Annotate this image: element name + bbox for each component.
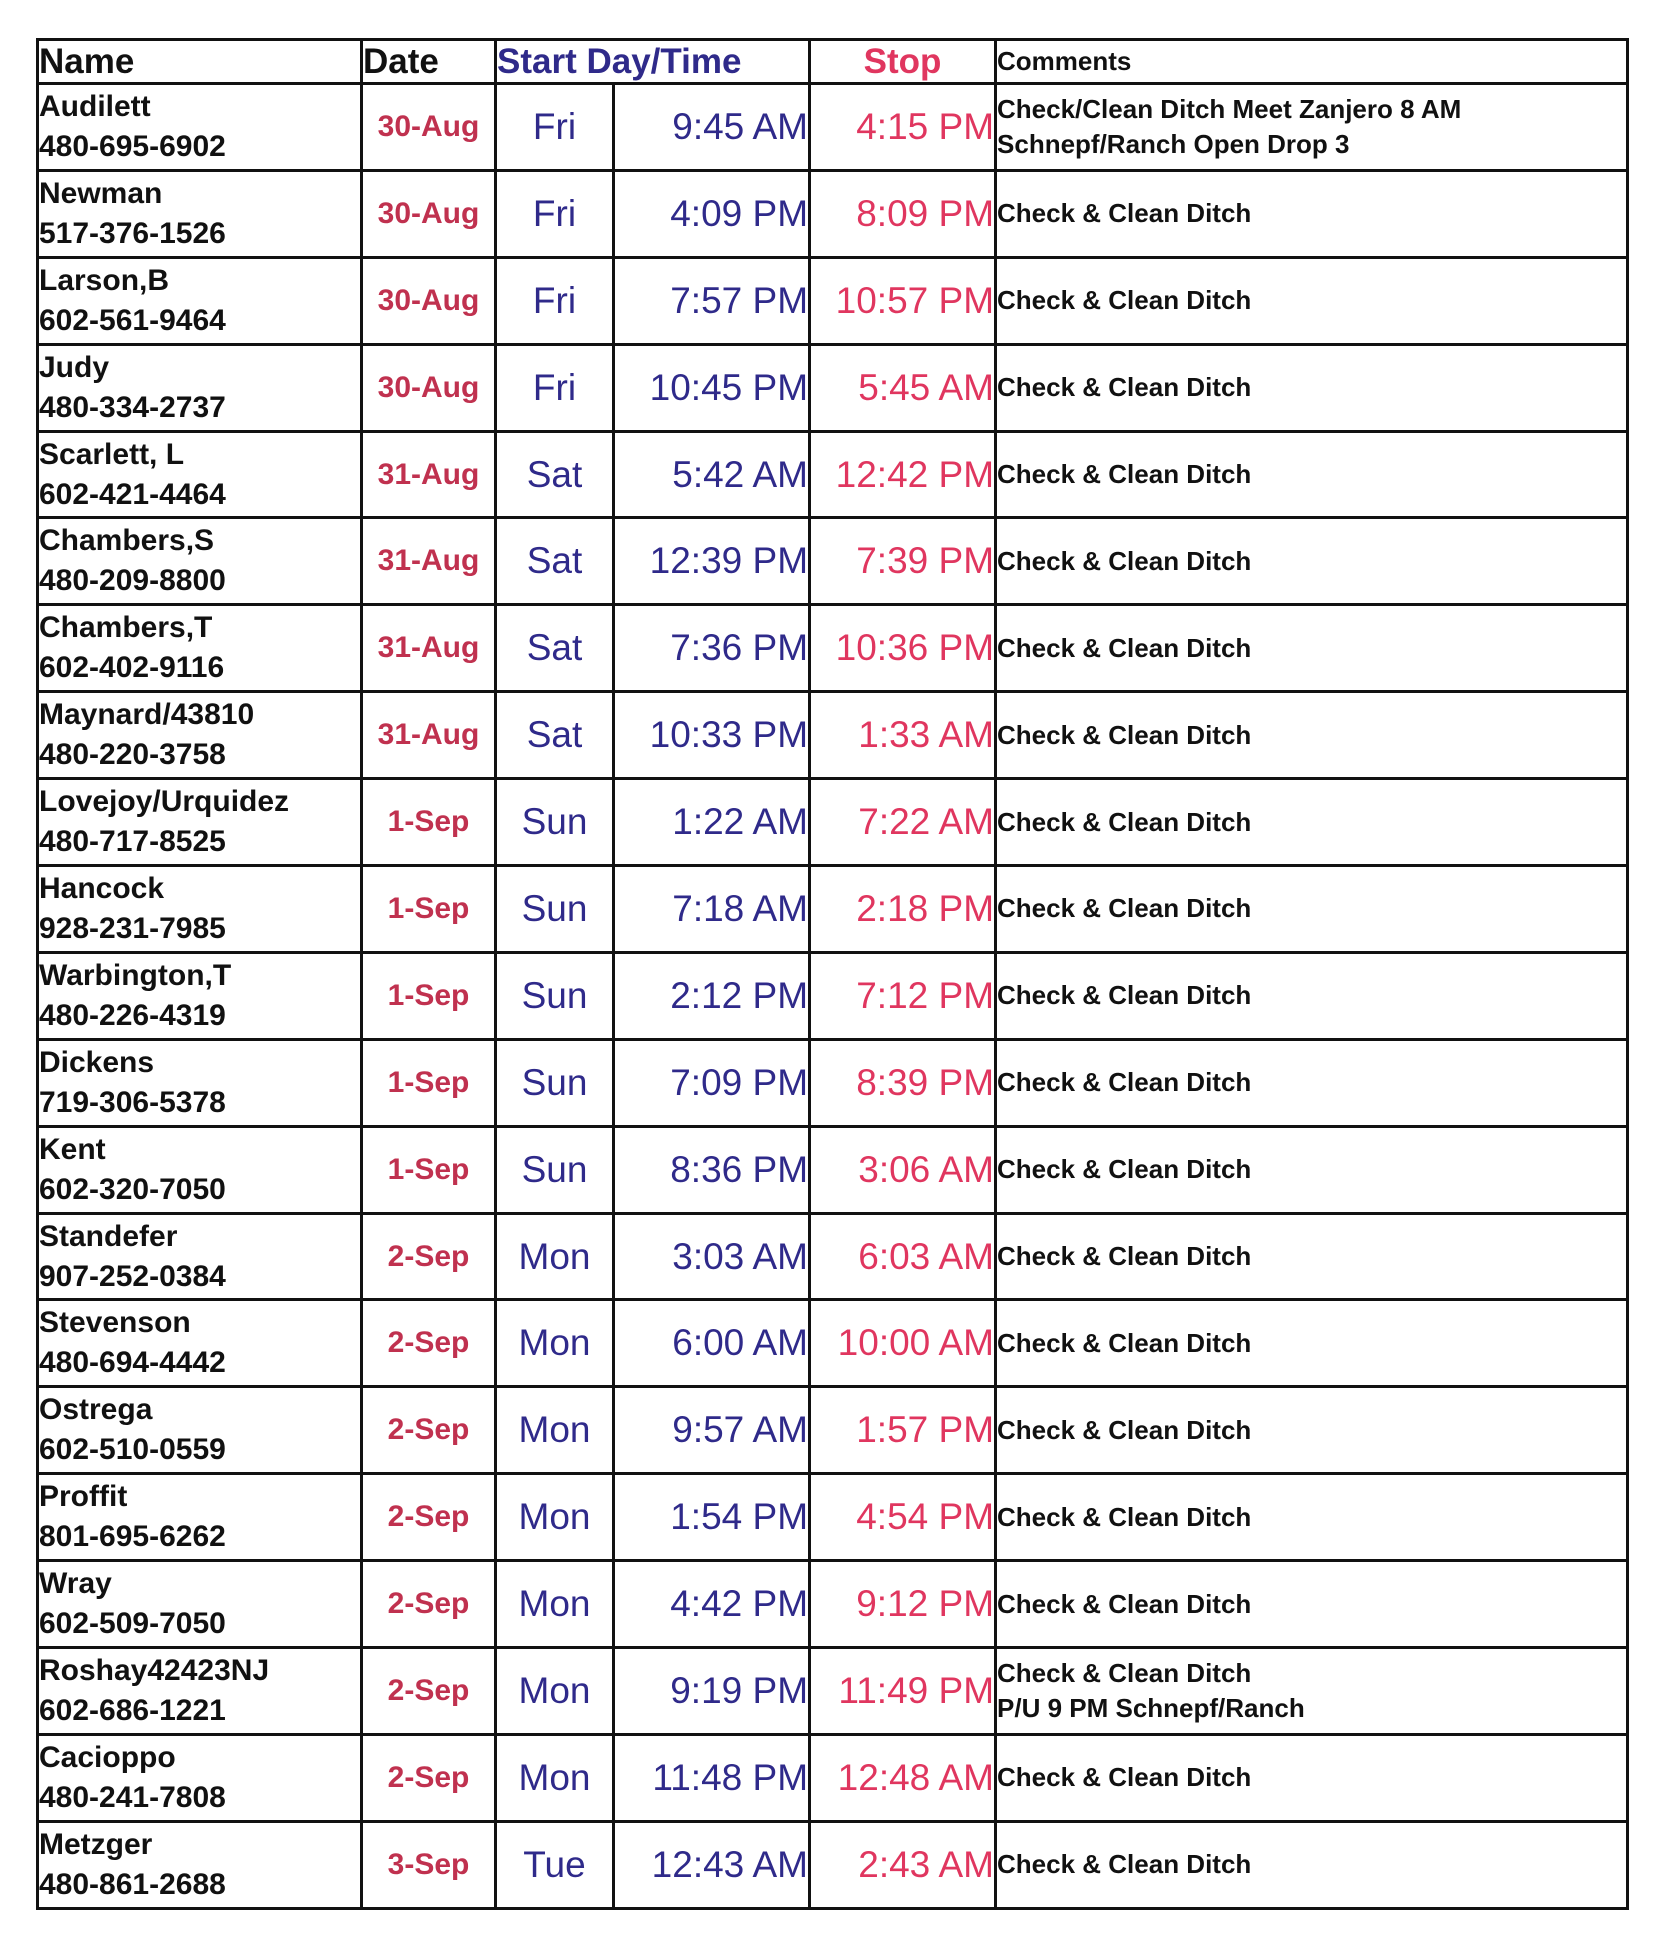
table-row (38, 84, 1628, 171)
comment-line-1: Check & Clean Ditch (997, 1067, 1252, 1098)
name-cell (38, 1561, 362, 1648)
date-cell: 1-Sep (362, 779, 496, 866)
comments-cell (996, 431, 1628, 518)
name-cell (38, 84, 362, 171)
start-time-cell: 2:12 PM (614, 952, 810, 1039)
person-name: Standefer (39, 1219, 178, 1253)
table-row (38, 257, 1628, 344)
date-cell: 2-Sep (362, 1213, 496, 1300)
comments-cell (996, 779, 1628, 866)
name-cell (38, 1387, 362, 1474)
stop-time-cell: 11:49 PM (810, 1648, 996, 1735)
table-row (38, 1648, 1628, 1735)
comment-line-1: Check & Clean Ditch (997, 1414, 1252, 1445)
phone-number: 602-320-7050 (39, 1172, 226, 1206)
comment-line-1: Check & Clean Ditch (997, 632, 1252, 663)
day-cell: Sun (496, 779, 614, 866)
phone-number: 517-376-1526 (39, 216, 226, 250)
day-cell: Tue (496, 1821, 614, 1908)
comments-cell (996, 1213, 1628, 1300)
person-name: Maynard/43810 (39, 698, 255, 732)
comment-line-1: Check & Clean Ditch (997, 1501, 1252, 1532)
comment-line-1: Check & Clean Ditch (997, 1154, 1252, 1185)
person-name: Kent (39, 1132, 106, 1166)
day-cell: Fri (496, 84, 614, 171)
comment-line-1: Check/Clean Ditch Meet Zanjero 8 AM (997, 93, 1462, 124)
date-cell: 1-Sep (362, 1126, 496, 1213)
stop-time-cell: 6:03 AM (810, 1213, 996, 1300)
day-cell: Mon (496, 1561, 614, 1648)
comment-line-1: Check & Clean Ditch (997, 459, 1252, 489)
name-cell (38, 1126, 362, 1213)
start-time-cell: 9:45 AM (614, 84, 810, 171)
start-time-cell: 10:45 PM (614, 344, 810, 431)
start-time-cell: 4:42 PM (614, 1561, 810, 1648)
day-cell: Sun (496, 866, 614, 953)
comments-cell (996, 257, 1628, 344)
day-cell: Sun (496, 1126, 614, 1213)
table-row (38, 1821, 1628, 1908)
comments-cell (996, 518, 1628, 605)
table-row (38, 1300, 1628, 1387)
day-cell: Mon (496, 1213, 614, 1300)
phone-number: 480-241-7808 (39, 1780, 226, 1814)
date-cell: 30-Aug (362, 344, 496, 431)
name-cell (38, 518, 362, 605)
name-cell (38, 344, 362, 431)
header-comments: Comments (996, 40, 1628, 84)
phone-number: 480-220-3758 (39, 738, 226, 772)
name-cell (38, 170, 362, 257)
name-cell (38, 605, 362, 692)
person-name: Chambers,S (39, 524, 215, 558)
comments-cell (996, 1039, 1628, 1126)
person-name: Lovejoy/Urquidez (39, 785, 290, 819)
phone-number: 480-861-2688 (39, 1867, 226, 1901)
start-time-cell: 12:43 AM (614, 1821, 810, 1908)
comments-cell (996, 84, 1628, 171)
day-cell: Sun (496, 1039, 614, 1126)
person-name: Judy (39, 350, 110, 384)
comments-cell (996, 1561, 1628, 1648)
start-time-cell: 10:33 PM (614, 692, 810, 779)
stop-time-cell: 7:12 PM (810, 952, 996, 1039)
phone-number: 602-509-7050 (39, 1607, 226, 1641)
person-name: Ostrega (39, 1393, 153, 1427)
phone-number: 602-421-4464 (39, 477, 226, 511)
day-cell: Sun (496, 952, 614, 1039)
stop-time-cell: 12:42 PM (810, 431, 996, 518)
stop-time-cell: 12:48 AM (810, 1734, 996, 1821)
stop-time-cell: 5:45 AM (810, 344, 996, 431)
day-cell: Fri (496, 257, 614, 344)
name-cell (38, 866, 362, 953)
phone-number: 602-686-1221 (39, 1693, 226, 1727)
table-row (38, 1387, 1628, 1474)
person-name: Stevenson (39, 1306, 191, 1340)
date-cell: 2-Sep (362, 1561, 496, 1648)
phone-number: 480-695-6902 (39, 129, 226, 163)
comment-line-1: Check & Clean Ditch (997, 372, 1252, 403)
comment-line-1: Check & Clean Ditch (997, 893, 1252, 924)
day-cell: Mon (496, 1474, 614, 1561)
day-cell: Fri (496, 170, 614, 257)
person-name: Wray (39, 1567, 112, 1601)
comments-cell (996, 692, 1628, 779)
stop-time-cell: 4:15 PM (810, 84, 996, 171)
start-time-cell: 1:22 AM (614, 779, 810, 866)
stop-time-cell: 8:39 PM (810, 1039, 996, 1126)
name-cell (38, 1734, 362, 1821)
table-row (38, 170, 1628, 257)
header-start-day-time: Start Day/Time (496, 40, 810, 84)
stop-time-cell: 9:12 PM (810, 1561, 996, 1648)
name-cell (38, 1474, 362, 1561)
day-cell: Sat (496, 692, 614, 779)
table-row (38, 605, 1628, 692)
start-time-cell: 7:18 AM (614, 866, 810, 953)
comment-line-2: P/U 9 PM Schnepf/Ranch (997, 1692, 1305, 1723)
stop-time-cell: 2:18 PM (810, 866, 996, 953)
phone-number: 602-402-9116 (39, 651, 225, 685)
phone-number: 719-306-5378 (39, 1085, 226, 1119)
comments-cell (996, 1474, 1628, 1561)
date-cell: 31-Aug (362, 518, 496, 605)
date-cell: 1-Sep (362, 866, 496, 953)
person-name: Newman (39, 176, 163, 210)
comments-cell (996, 1387, 1628, 1474)
name-cell (38, 1039, 362, 1126)
stop-time-cell: 7:22 AM (810, 779, 996, 866)
comments-cell (996, 1300, 1628, 1387)
header-date: Date (362, 40, 496, 84)
date-cell: 30-Aug (362, 84, 496, 171)
name-cell (38, 1821, 362, 1908)
comment-line-1: Check & Clean Ditch (997, 1588, 1252, 1619)
header-row (38, 40, 1628, 84)
start-time-cell: 9:19 PM (614, 1648, 810, 1735)
name-cell (38, 257, 362, 344)
comments-cell (996, 1821, 1628, 1908)
table-row (38, 1039, 1628, 1126)
phone-number: 602-510-0559 (39, 1433, 226, 1467)
person-name: Cacioppo (39, 1740, 176, 1774)
table-row (38, 344, 1628, 431)
table-row (38, 431, 1628, 518)
date-cell: 31-Aug (362, 431, 496, 518)
start-time-cell: 11:48 PM (614, 1734, 810, 1821)
stop-time-cell: 10:57 PM (810, 257, 996, 344)
date-cell: 2-Sep (362, 1474, 496, 1561)
comment-line-1: Check & Clean Ditch (997, 980, 1252, 1011)
start-time-cell: 8:36 PM (614, 1126, 810, 1213)
person-name: Hancock (39, 871, 165, 905)
start-time-cell: 7:57 PM (614, 257, 810, 344)
comment-line-1: Check & Clean Ditch (997, 1327, 1252, 1358)
stop-time-cell: 1:57 PM (810, 1387, 996, 1474)
day-cell: Sat (496, 605, 614, 692)
date-cell: 31-Aug (362, 692, 496, 779)
stop-time-cell: 1:33 AM (810, 692, 996, 779)
date-cell: 1-Sep (362, 952, 496, 1039)
start-time-cell: 6:00 AM (614, 1300, 810, 1387)
table-row (38, 1474, 1628, 1561)
date-cell: 3-Sep (362, 1821, 496, 1908)
table-row (38, 1734, 1628, 1821)
name-cell (38, 692, 362, 779)
stop-time-cell: 4:54 PM (810, 1474, 996, 1561)
stop-time-cell: 10:00 AM (810, 1300, 996, 1387)
day-cell: Sat (496, 431, 614, 518)
stop-time-cell: 3:06 AM (810, 1126, 996, 1213)
stop-time-cell: 10:36 PM (810, 605, 996, 692)
comments-cell (996, 866, 1628, 953)
comment-line-1: Check & Clean Ditch (997, 1241, 1252, 1272)
table-row (38, 1213, 1628, 1300)
start-time-cell: 7:09 PM (614, 1039, 810, 1126)
comments-cell (996, 1648, 1628, 1735)
stop-time-cell: 7:39 PM (810, 518, 996, 605)
person-name: Warbington,T (39, 958, 232, 992)
start-time-cell: 3:03 AM (614, 1213, 810, 1300)
day-cell: Mon (496, 1648, 614, 1735)
table-row (38, 1126, 1628, 1213)
day-cell: Sat (496, 518, 614, 605)
comment-line-1: Check & Clean Ditch (997, 545, 1252, 576)
phone-number: 480-209-8800 (39, 564, 226, 598)
table-row (38, 1561, 1628, 1648)
date-cell: 30-Aug (362, 170, 496, 257)
table-row (38, 952, 1628, 1039)
comment-line-1: Check & Clean Ditch (997, 719, 1252, 750)
date-cell: 31-Aug (362, 605, 496, 692)
start-time-cell: 5:42 AM (614, 431, 810, 518)
start-time-cell: 4:09 PM (614, 170, 810, 257)
start-time-cell: 12:39 PM (614, 518, 810, 605)
table-row (38, 779, 1628, 866)
day-cell: Mon (496, 1300, 614, 1387)
header-stop: Stop (810, 40, 996, 84)
phone-number: 480-226-4319 (39, 998, 226, 1032)
day-cell: Fri (496, 344, 614, 431)
person-name: Proffit (39, 1480, 128, 1514)
comment-line-2: Schnepf/Ranch Open Drop 3 (997, 128, 1350, 159)
table-row (38, 866, 1628, 953)
name-cell (38, 779, 362, 866)
comment-line-1: Check & Clean Ditch (997, 1657, 1252, 1688)
name-cell (38, 1648, 362, 1735)
phone-number: 480-717-8525 (39, 825, 226, 859)
irrigation-schedule-table (36, 38, 1629, 1910)
comments-cell (996, 1734, 1628, 1821)
phone-number: 801-695-6262 (39, 1520, 226, 1554)
date-cell: 30-Aug (362, 257, 496, 344)
person-name: Dickens (39, 1045, 155, 1079)
person-name: Larson,B (39, 263, 170, 297)
date-cell: 1-Sep (362, 1039, 496, 1126)
date-cell: 2-Sep (362, 1387, 496, 1474)
date-cell: 2-Sep (362, 1300, 496, 1387)
person-name: Roshay42423NJ (39, 1653, 270, 1687)
comments-cell (996, 605, 1628, 692)
phone-number: 928-231-7985 (39, 911, 226, 945)
comments-cell (996, 1126, 1628, 1213)
comment-line-1: Check & Clean Ditch (997, 1849, 1252, 1880)
phone-number: 602-561-9464 (39, 303, 226, 337)
comment-line-1: Check & Clean Ditch (997, 806, 1252, 837)
start-time-cell: 7:36 PM (614, 605, 810, 692)
date-cell: 2-Sep (362, 1648, 496, 1735)
person-name: Audilett (39, 89, 151, 123)
date-cell: 2-Sep (362, 1734, 496, 1821)
person-name: Metzger (39, 1827, 153, 1861)
start-time-cell: 9:57 AM (614, 1387, 810, 1474)
phone-number: 907-252-0384 (39, 1259, 226, 1293)
start-time-cell: 1:54 PM (614, 1474, 810, 1561)
comment-line-1: Check & Clean Ditch (997, 198, 1252, 229)
header-name: Name (38, 40, 362, 84)
stop-time-cell: 8:09 PM (810, 170, 996, 257)
name-cell (38, 1300, 362, 1387)
phone-number: 480-694-4442 (39, 1346, 226, 1380)
comments-cell (996, 170, 1628, 257)
comment-line-1: Check & Clean Ditch (997, 1762, 1252, 1793)
person-name: Chambers,T (39, 611, 213, 645)
table-row (38, 518, 1628, 605)
day-cell: Mon (496, 1734, 614, 1821)
comments-cell (996, 344, 1628, 431)
person-name: Scarlett, L (39, 437, 185, 471)
phone-number: 480-334-2737 (39, 390, 226, 424)
comment-line-1: Check & Clean Ditch (997, 285, 1252, 316)
stop-time-cell: 2:43 AM (810, 1821, 996, 1908)
comments-cell (996, 952, 1628, 1039)
day-cell: Mon (496, 1387, 614, 1474)
name-cell (38, 431, 362, 518)
table-row (38, 692, 1628, 779)
name-cell (38, 1213, 362, 1300)
name-cell (38, 952, 362, 1039)
